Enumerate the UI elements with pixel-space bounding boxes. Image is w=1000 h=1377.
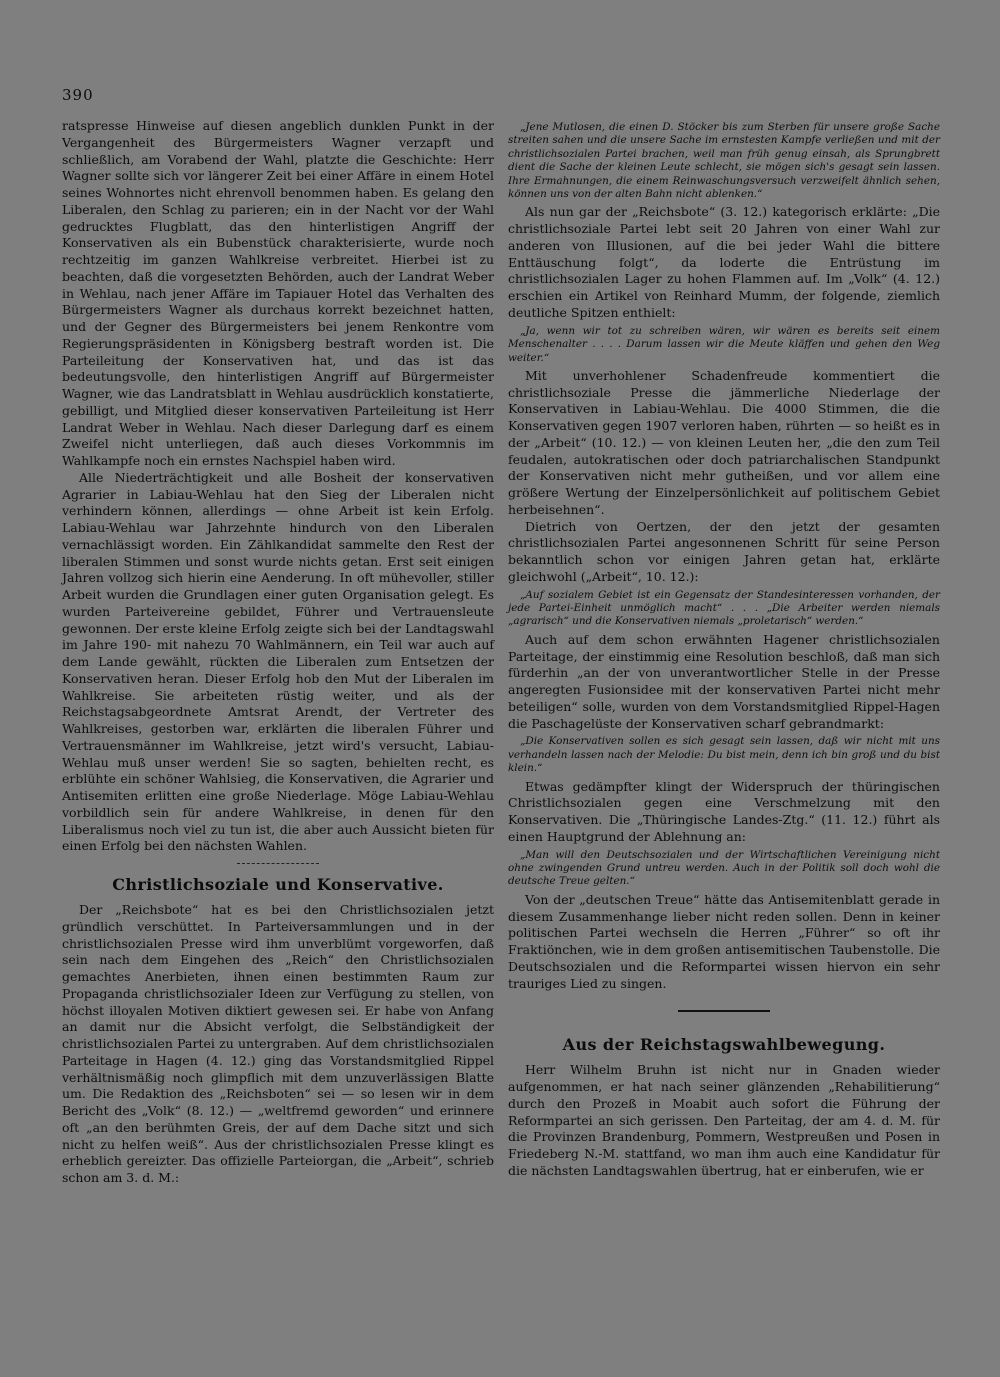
right-paragraph-6: Von der „deutschen Treue“ hätte das Antisemitenblatt gerade in diesem Zusammenhange lieber nicht reden sollen. Denn in keiner politischen Partei wechseln die Herren „Führer“ so oft ihr Fraktiönchen, wie in dem großen antisemitischen Taubenstolle. Die Deutschsozialen und die Reformpartei wissen hiervon ein sehr trauriges Lied zu singen. bbox=[508, 891, 940, 991]
left-column bbox=[62, 118, 494, 1187]
quote-block: „Die Konservativen sollen es sich gesagt sein lassen, daß wir nicht mit uns verhandeln lassen nach der Melodie: Du bist mein, denn ich bin groß und du bist klein.“ bbox=[508, 735, 940, 775]
quote-block: „Ja, wenn wir tot zu schreiben wären, wir wären es bereits seit einem Menschenalter . . . . Darum lassen wir die Meute kläffen und gehen den Weg weiter.“ bbox=[508, 324, 940, 364]
quote-block: „Jene Mutlosen, die einen D. Stöcker bis zum Sterben für unsere große Sache streiten sahen und die unsere Sache im ernstesten Kampfe verließen und mit der christlichsozialen Partei brachen, weil man früh genug einsah, als Sprungbrett dient die Sache der kleinen Leute schlecht, sie mögen sich's gesagt sein lassen. Ihre Ermahnungen, die einem Reinwaschungsversuch verzweifelt ähnlich sehen, können uns von der alten Bahn nicht ablenken.“ bbox=[508, 121, 940, 201]
page-number: 390 bbox=[62, 86, 94, 104]
section-heading-reichstagswahl: Aus der Reichstagswahlbewegung. bbox=[562, 1035, 886, 1055]
right-paragraph-2: Mit unverhohlener Schadenfreude kommentiert die christlichsoziale Presse die jämmerliche Niederlage der Konservativen in Labiau-Wehlau. Die 4000 Stimmen, die die Konservativen gegen 1907 verloren haben, rührten — so heißt es in der „Arbeit“ (10. 12.) — von kleinen Leuten her, „die den zum Teil feudalen, autokratischen oder doch patriarchalischen Standpunkt der Konservativen nicht mehr gutheißen, und vor allem eine größere Wertung der Einzelpersönlichkeit auf politischem Gebiet herbeisehnen“. bbox=[508, 367, 940, 517]
right-paragraph-4: Auch auf dem schon erwähnten Hagener christlichsozialen Parteitage, der einstimmig eine Resolution beschloß, daß man sich fürderhin „an der von unverantwortlicher Stelle in der Presse angeregten Fusionsidee mit der konservativen Partei nicht mehr beteiligen“ solle, wurden von dem Vorstandsmitglied Rippel-Hagen die Paschagelüste der Konservativen scharf gebrandmarkt: bbox=[508, 631, 940, 731]
left-paragraph-3: Der „Reichsbote“ hat es bei den Christlichsozialen jetzt gründlich verschüttet. In Parteiversammlungen und in der christlichsozialen Presse wird ihm unverblümt vorgeworfen, daß sein nach dem Eingehen des „Reich“ den Christlichsozialen gemachtes Anerbieten, ihnen einen bestimmten Raum zur Propaganda christlichsozialer Ideen zur Verfügung zu stellen, von höchst illoyalen Motiven diktiert gewesen sei. Er habe von Anfang an damit nur die Absicht verfolgt, die Selbständigkeit der christlichsozialen Partei zu untergraben. Auf dem christlichsozialen Parteitage in Hagen (4. 12.) ging das Vorstandsmitglied Rippel verhältnismäßig noch glimpflich mit dem unzuverlässigen Blatte um. Die Redaktion des „Reichsboten“ sei — so lesen wir in dem Bericht des „Volk“ (8. 12.) — „weltfremd geworden“ und erinnere oft „an den berühmten Greis, der auf dem Dache sitzt und sich nicht zu helfen weiß“. Aus der christlichsozialen Presse klingt es erheblich gereizter. Das offizielle Parteiorgan, die „Arbeit“, schrieb schon am 3. d. M.: bbox=[62, 902, 494, 1185]
right-paragraph-7: Herr Wilhelm Bruhn ist nicht nur in Gnaden wieder aufgenommen, er hat nach seiner glänzenden „Rehabilitierung“ durch den Prozeß in Moabit auch sofort die Führung der Reformpartei an sich gerissen. Den Parteitag, der am 4. d. M. für die Provinzen Brandenburg, Pommern, Westpreußen und Posen in Friedeberg N.-M. stattfand, wo man ihm auch eine Kandidatur für die nächsten Landtagswahlen übertrug, hat er einberufen, wie er bbox=[508, 1062, 940, 1178]
right-paragraph-1: Als nun gar der „Reichsbote“ (3. 12.) kategorisch erklärte: „Die christlichsoziale Partei lebt seit 20 Jahren von einer Wahl zur anderen von Illusionen, auf die bei jeder Wahl die bittere Enttäuschung folgt“, da loderte die Entrüstung im christlichsozialen Lager zu hohen Flammen auf. Im „Volk“ (4. 12.) erschien ein Artikel von Reinhard Mumm, der folgende, ziemlich deutliche Spitzen enthielt: bbox=[508, 204, 940, 320]
left-paragraph-2: Alle Niederträchtigkeit und alle Bosheit der konservativen Agrarier in Labiau-Wehlau hat den Sieg der Liberalen nicht verhindern können, allerdings — ohne Arbeit ist kein Erfolg. Labiau-Wehlau war Jahrzehnte hindurch von den Liberalen vernachlässigt worden. Ein Zählkandidat sammelte den Rest der liberalen Stimmen und sonst wurde nichts getan. Erst seit einigen Jahren vollzog sich hierin eine Aenderung. In oft mühevoller, stiller Arbeit wurden die Grundlagen einer guten Organisation gelegt. Es wurden Parteivereine gebildet, Führer und Vertrauensleute gewonnen. Der erste kleine Erfolg zeigte sich bei der Landtagswahl im Jahre 190- mit nahezu 70 Wahlmännern, ein Teil war auch auf dem Lande gewählt, rückten die Liberalen zum Entsetzen der Konservativen heran. Dieser Erfolg hob den Mut der Liberalen im Wahlkreise. Sie arbeiteten rüstig weiter, und als der Reichstagsabgeordnete Amtsrat Arendt, der Vertreter des Wahlkreises, gestorben war, erklärten die liberalen Führer und Vertrauensmänner im Wahlkreise, jetzt wird's versucht, Labiau-Wehlau muß unser werden! Sie so sagten, behielten recht, es erblühte ein schöner Wahlsieg, die Konservativen, die Agrarier und Antisemiten erlitten eine große Niederlage. Möge Labiau-Wehlau vorbildlich sein für andere Wahlkreise, in denen für den Liberalismus noch viel zu tun ist, die aber auch Aussicht bieten für einen Erfolg bei den nächsten Wahlen. bbox=[62, 469, 494, 854]
right-paragraph-5: Etwas gedämpfter klingt der Widerspruch der thüringischen Christlichsozialen gegen eine Verschmelzung mit den Konservativen. Die „Thüringische Landes-Ztg.“ (11. 12.) führt als einen Hauptgrund der Ablehnung an: bbox=[508, 778, 940, 844]
right-column bbox=[508, 118, 940, 1180]
quote-block: „Auf sozialem Gebiet ist ein Gegensatz der Standesinteressen vorhanden, der jede Partei-Einheit unmöglich macht“ . . . „Die Arbeiter werden niemals „agrarisch“ und die Konservativen niemals „proletarisch“ werden.“ bbox=[508, 588, 940, 628]
right-paragraph-3: Dietrich von Oertzen, der den jetzt der gesamten christlichsozialen Partei angesonnenen Schritt für seine Person bekanntlich schon vor einigen Jahren getan hat, erklärte gleichwohl („Arbeit“, 10. 12.): bbox=[508, 518, 940, 584]
left-paragraph-1: ratspresse Hinweise auf diesen angeblich dunklen Punkt in der Vergangenheit des Bürgermeisters Wagner verzapft und schließlich, am Vorabend der Wahl, platzte die Geschichte: Herr Wagner sollte sich vor längerer Zeit bei einer Affäre in einem Hotel seines Wohnortes nicht ehrenvoll benommen haben. Es gelang den Liberalen, den Schlag zu parieren; ein in der Nacht vor der Wahl gedrucktes Flugblatt, das den hinterlistigen Angriff der Konservativen als ein Bubenstück charakterisierte, wurde noch rechtzeitig im ganzen Wahlkreise verbreitet. Hierbei ist zu beachten, daß die vorgesetzten Behörden, auch der Landrat Weber in Wehlau, nach jener Affäre im Tapiauer Hotel das Verhalten des Bürgermeisters Wagner als durchaus korrekt bezeichnet hatten, und der Gegner des Bürgermeisters bei jenem Renkontre vom Regierungspräsidenten in Königsberg bestraft worden ist. Die Parteileitung der Konservativen hat, und das ist das bedeutungsvolle, den hinterlistigen Angriff auf Bürgermeister Wagner, wie das Landratsblatt in Wehlau ausdrücklich konstatierte, gebilligt, und Mitglied dieser konservativen Parteileitung ist Herr Landrat Weber in Wehlau. Nach dieser Darlegung darf es einem Zweifel nicht unterliegen, daß auch dieses Vorkommnis im Wahlkampfe noch ein ernstes Nachspiel haben wird. bbox=[62, 118, 494, 468]
section-heading-christlichsoziale: Christlichsoziale und Konservative. bbox=[112, 875, 444, 894]
section-divider bbox=[237, 863, 319, 864]
section-divider bbox=[678, 1010, 770, 1012]
quote-block: „Man will den Deutschsozialen und der Wirtschaftlichen Vereinigung nicht ohne zwingenden Grund untreu werden. Auch in der Politik soll doch wohl die deutsche Treue gelten.“ bbox=[508, 848, 940, 888]
